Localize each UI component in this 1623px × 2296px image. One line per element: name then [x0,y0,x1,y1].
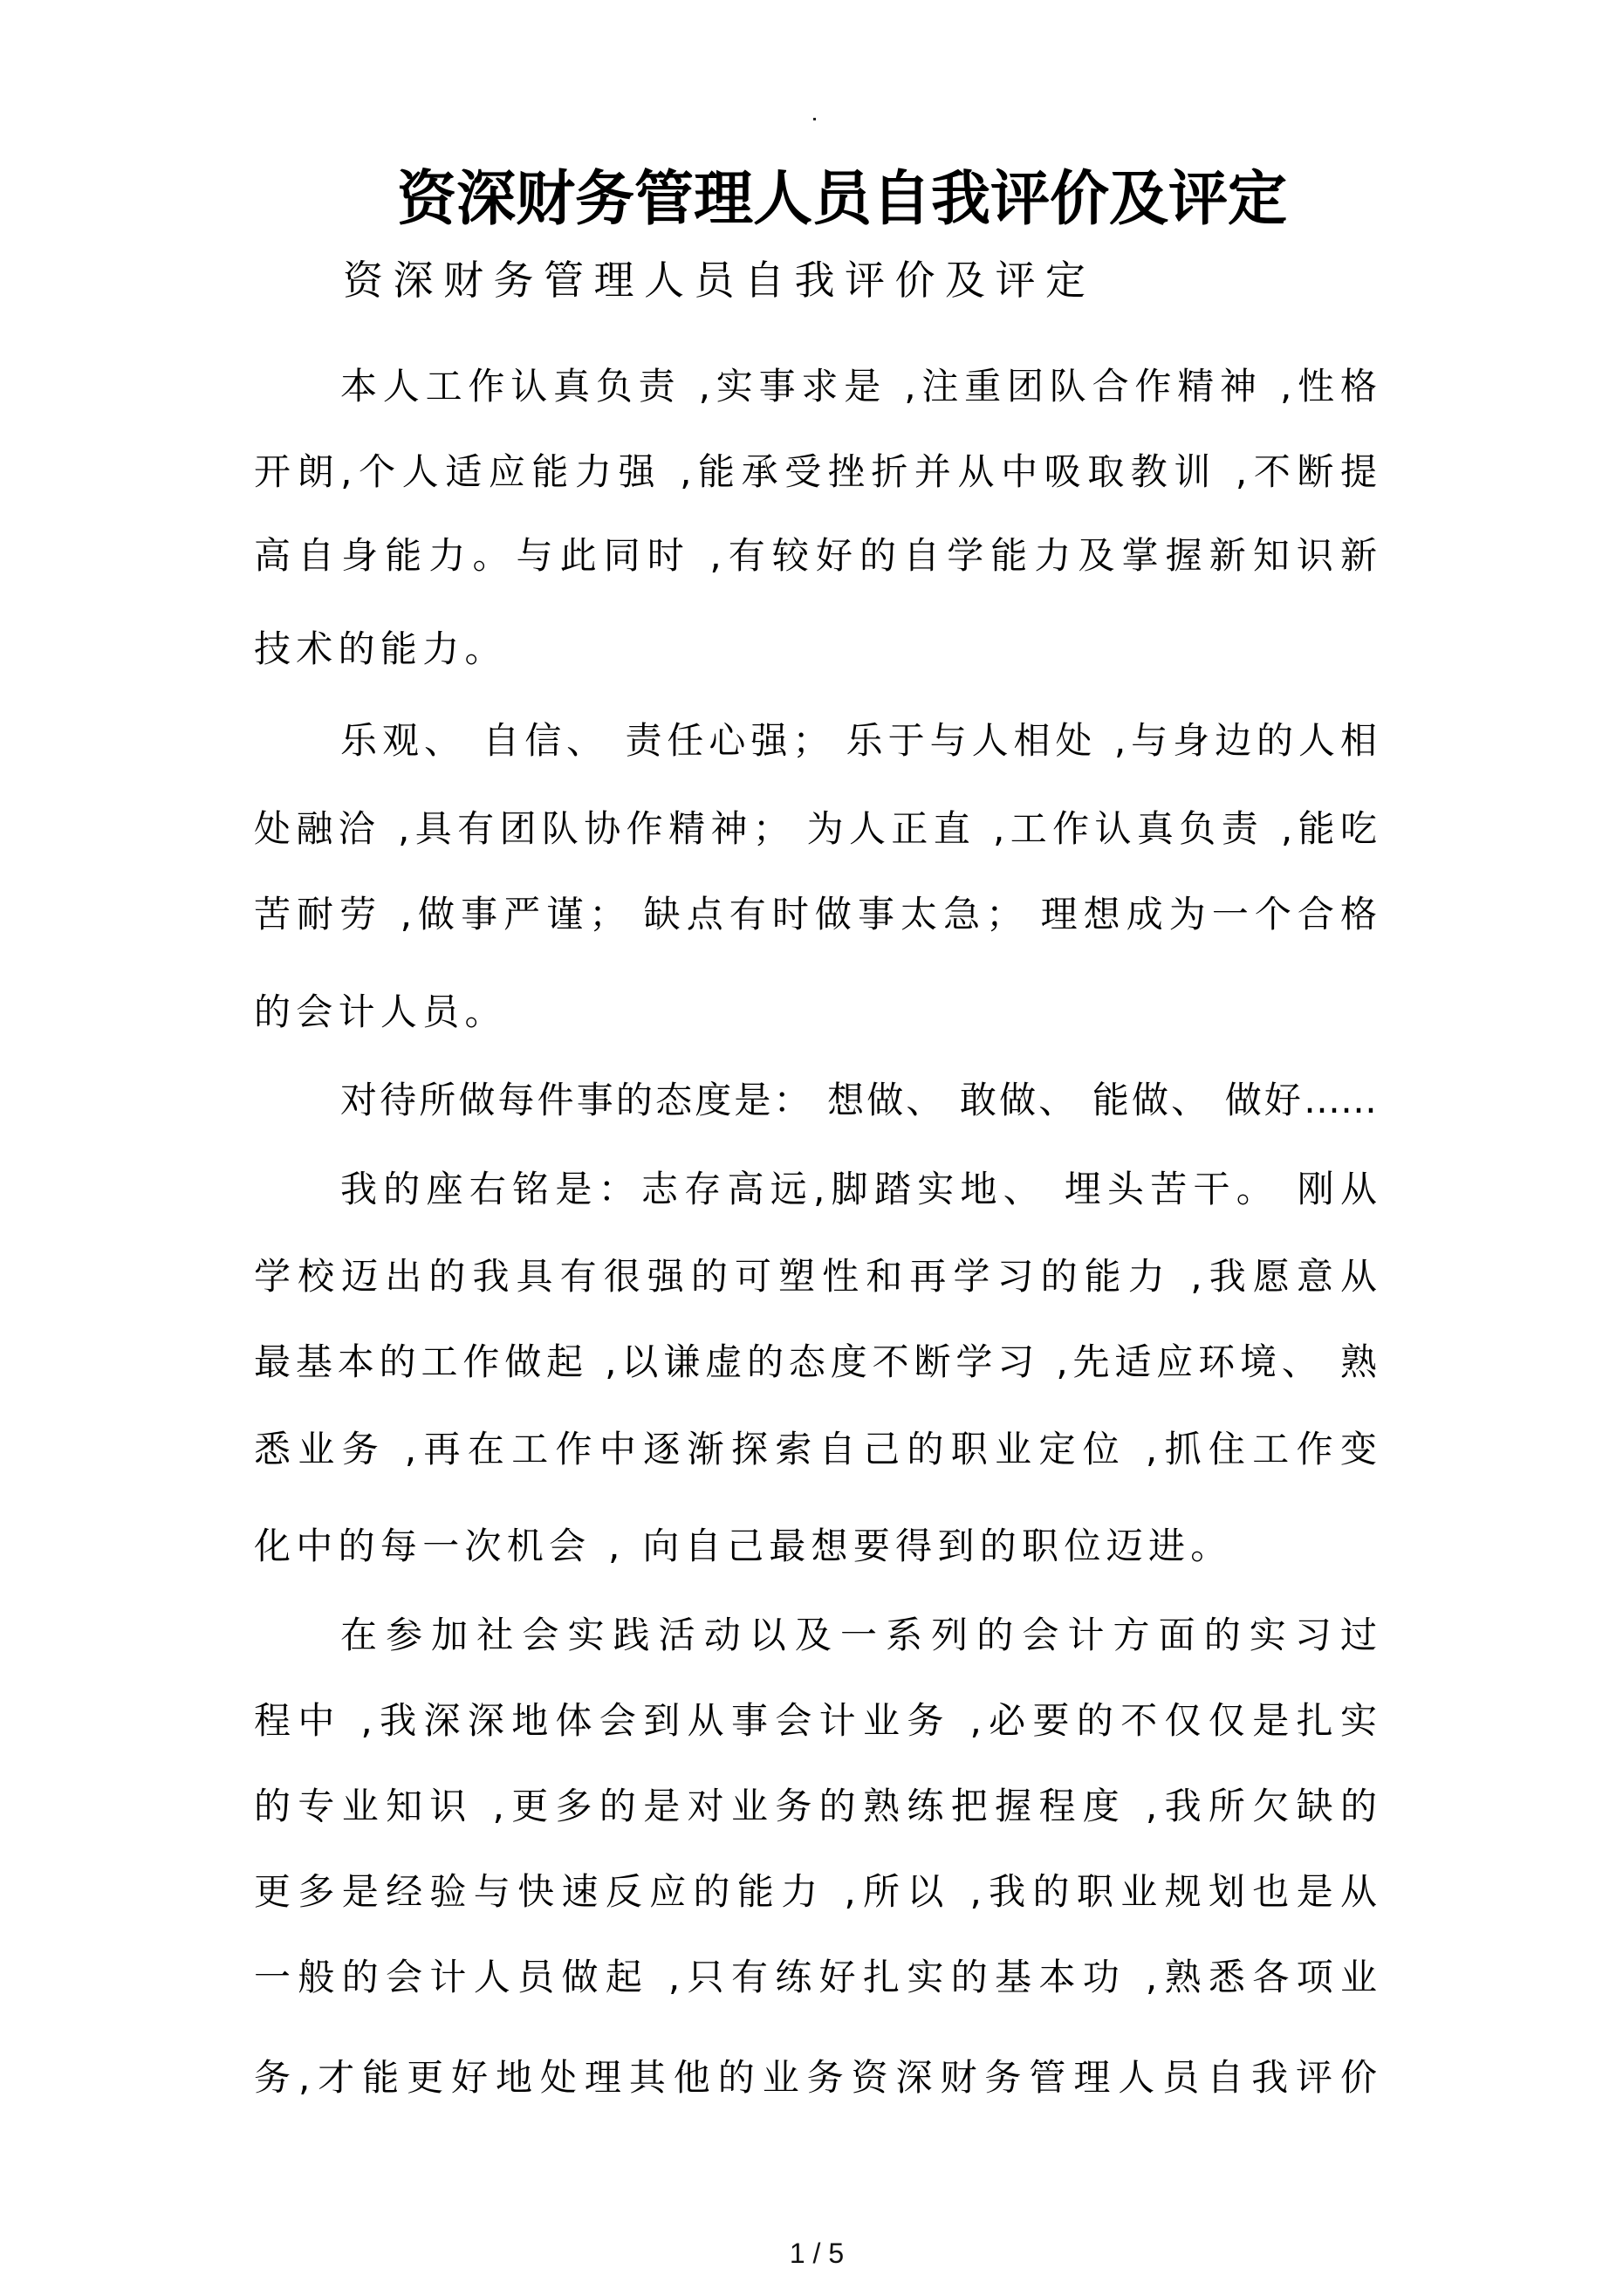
paragraph-line: 化中的每一次机会 , 向自己最想要得到的职位迈进。 [254,1525,1233,1567]
paragraph-line: 一般的会计人员做起 ,只有练好扎实的基本功 ,熟悉各项业 [254,1956,1377,1998]
paragraph-line: 学校迈出的我具有很强的可塑性和再学习的能力 ,我愿意从 [254,1255,1377,1298]
paragraph-line: 我的座右铭是：志存高远,脚踏实地、 埋头苦干。 刚从 [340,1168,1377,1210]
paragraph-line: 技术的能力。 [254,627,507,670]
paragraph-line: 更多是经验与快速反应的能力 ,所以 ,我的职业规划也是从 [254,1870,1377,1913]
paragraph-line: 苦耐劳 ,做事严谨； 缺点有时做事太急； 理想成为一个合格 [254,893,1377,936]
paragraph-line: 的专业知识 ,更多的是对业务的熟练把握程度 ,我所欠缺的 [254,1785,1377,1827]
paragraph-line: 对待所做每件事的态度是： 想做、 敢做、 能做、 做好…… [340,1079,1377,1121]
paragraph-line: 程中 ,我深深地体会到从事会计业务 ,必要的不仅仅是扎实 [254,1699,1377,1742]
paragraph-line: 高自身能力。与此同时 ,有较好的自学能力及掌握新知识新 [254,534,1377,577]
paragraph-line: 处融洽 ,具有团队协作精神； 为人正直 ,工作认真负责 ,能吃 [254,807,1377,850]
header-mark [813,118,816,120]
paragraph-line: 在参加社会实践活动以及一系列的会计方面的实习过 [340,1614,1377,1656]
paragraph-line: 开朗,个人适应能力强 ,能承受挫折并从中吸取教训 ,不断提 [254,450,1377,493]
paragraph-line: 务,才能更好地处理其他的业务资深财务管理人员自我评价 [254,2056,1377,2099]
paragraph-line: 悉业务 ,再在工作中逐渐探索自己的职业定位 ,抓住工作变 [254,1428,1377,1470]
document-title: 资深财务管理人员自我评价及评定 [396,164,1287,234]
paragraph-line: 乐观、 自信、 责任心强； 乐于与人相处 ,与身边的人相 [340,719,1377,762]
paragraph-line: 的会计人员。 [254,990,507,1033]
paragraph-line: 最基本的工作做起 ,以谦虚的态度不断学习 ,先适应环境、 熟 [254,1340,1377,1383]
document-subtitle: 资深财务管理人员自我评价及评定 [343,257,1096,304]
page-number: 1 / 5 [789,2238,845,2269]
paragraph-line: 本人工作认真负责 ,实事求是 ,注重团队合作精神 ,性格 [340,365,1377,408]
